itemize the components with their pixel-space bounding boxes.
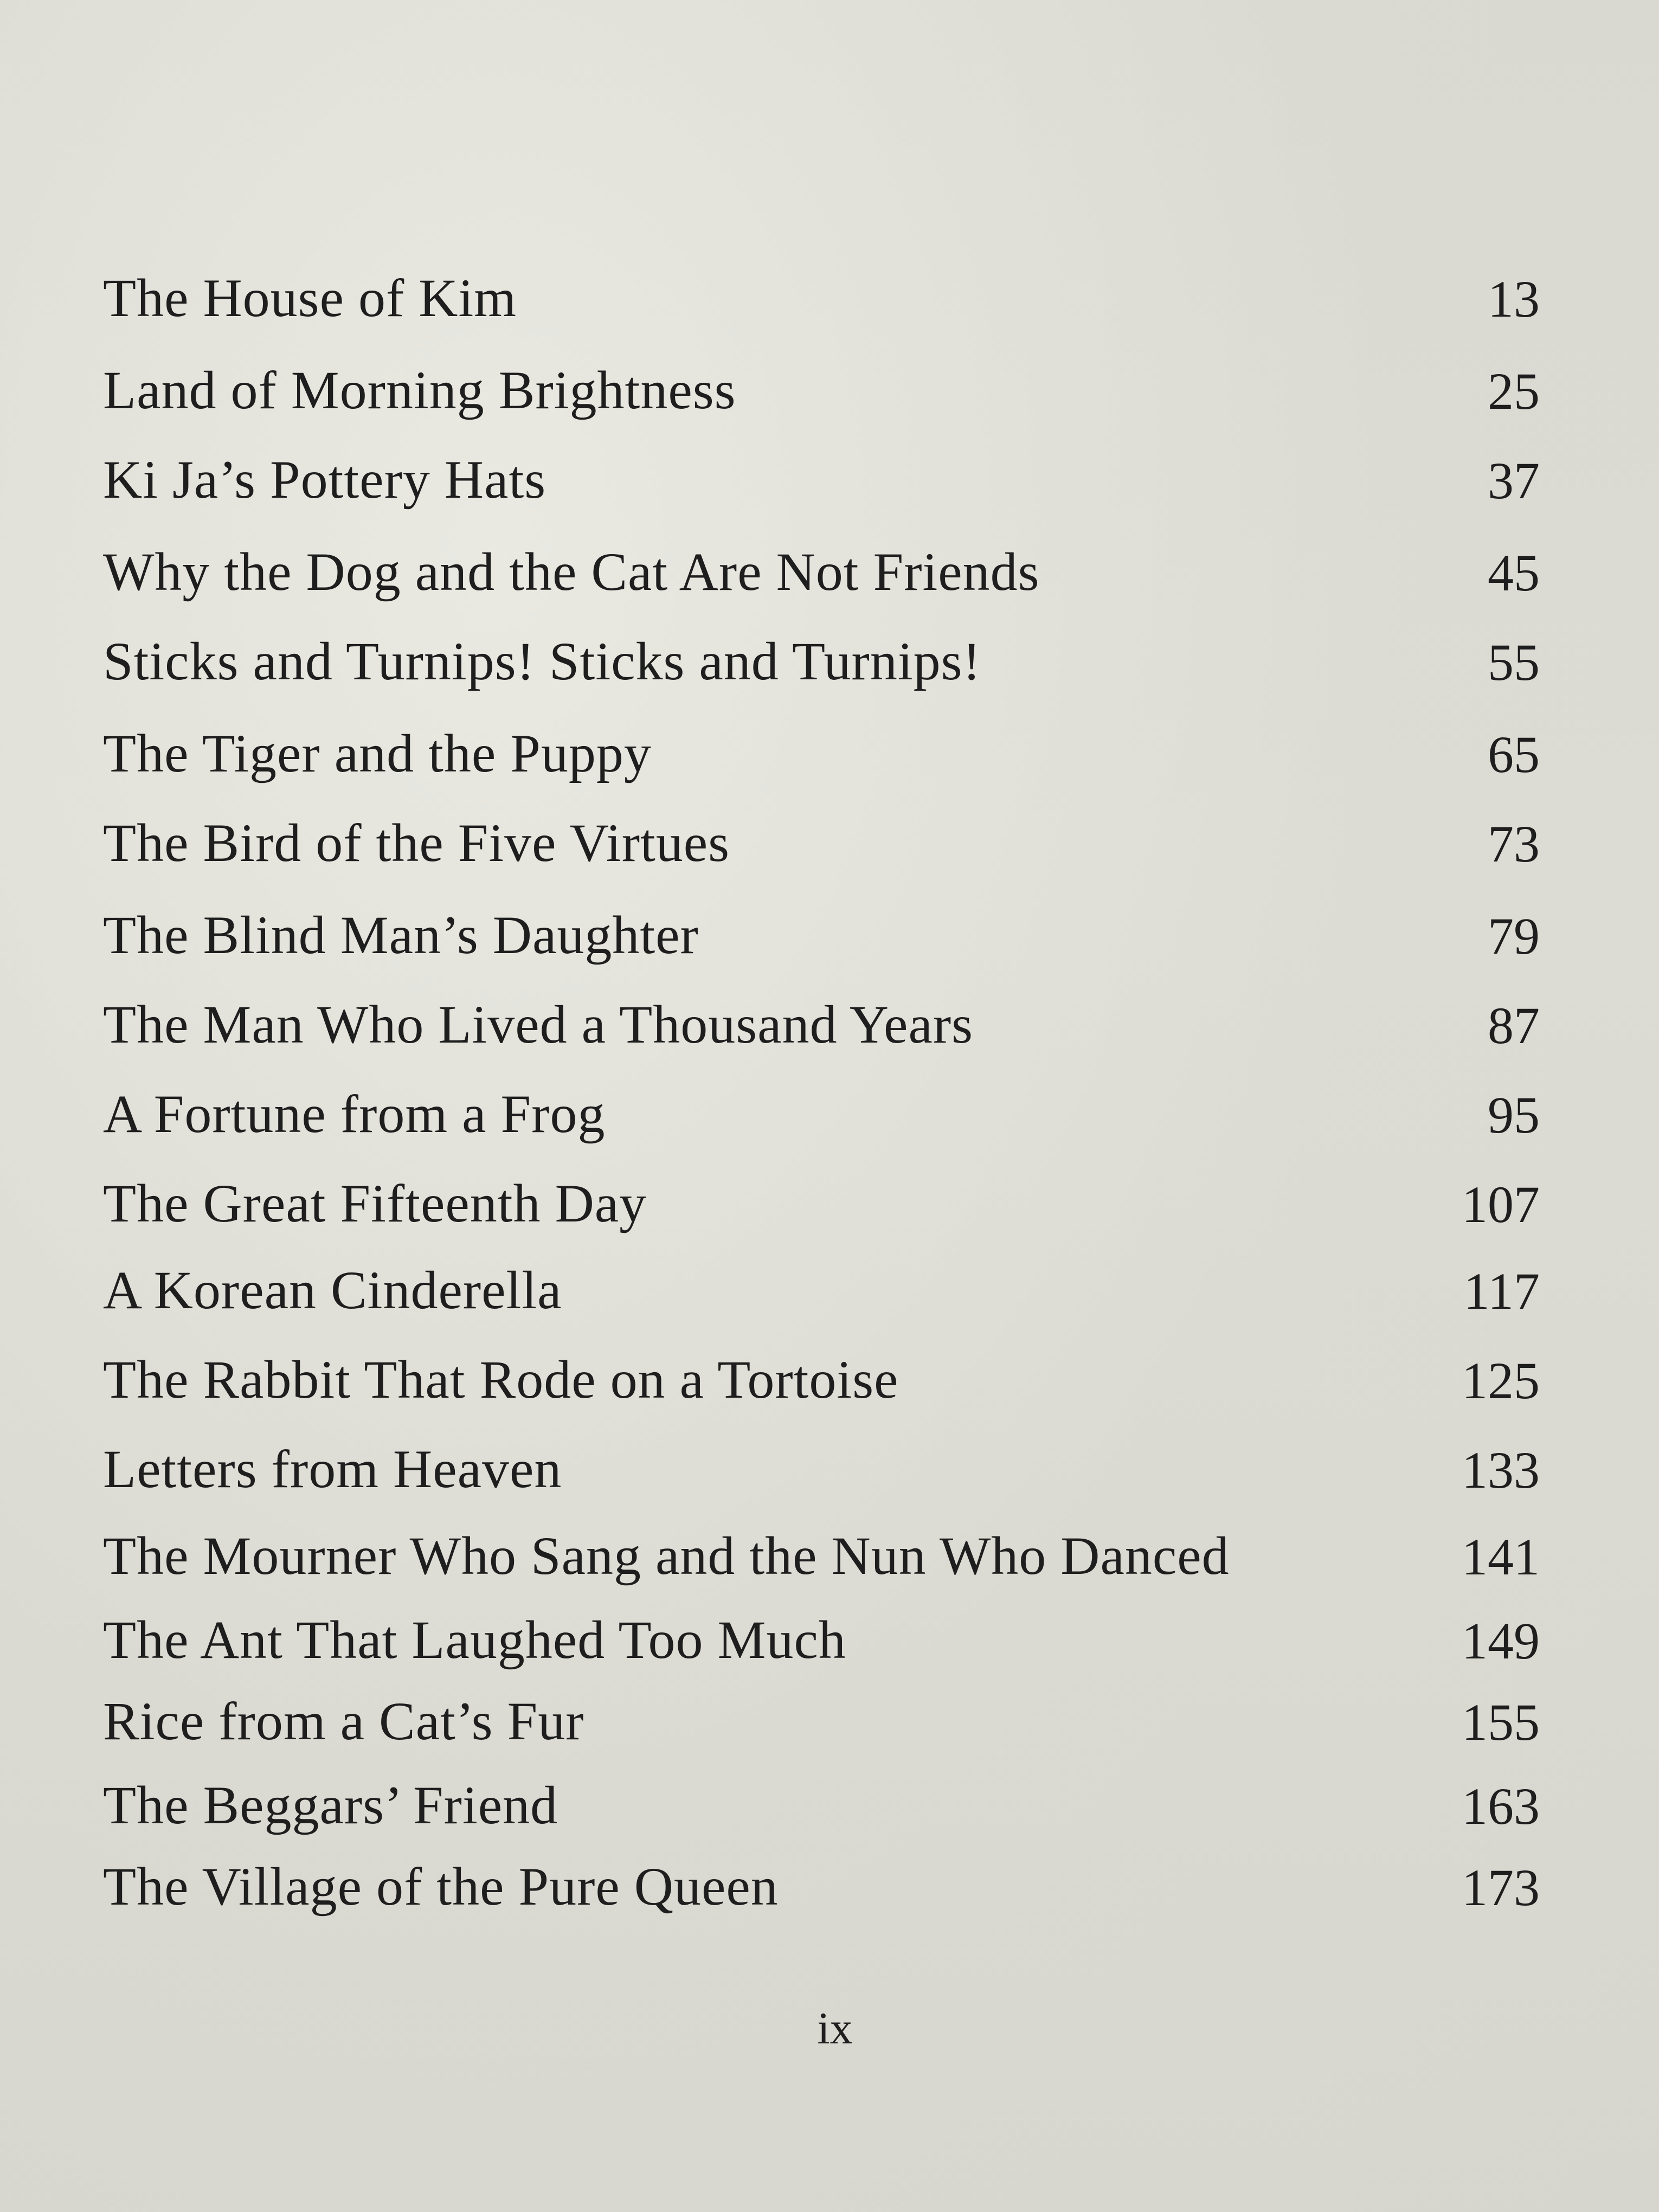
toc-entry <box>103 1426 1540 1499</box>
toc-entry-title: The Bird of the Five Virtues <box>103 813 730 873</box>
toc-entry-page-number: 133 <box>1462 1441 1540 1499</box>
toc-entry-title: Sticks and Turnips! Sticks and Turnips! <box>103 631 981 691</box>
toc-entry <box>103 1071 1540 1144</box>
page-folio-number: ix <box>817 2003 853 2054</box>
toc-entry-title: The Village of the Pure Queen <box>103 1856 779 1917</box>
toc-entry-page-number: 13 <box>1488 270 1540 328</box>
toc-entry <box>103 618 1540 689</box>
toc-entry <box>103 1762 1540 1835</box>
toc-entry-title: The Tiger and the Puppy <box>103 723 652 783</box>
toc-entry-title: The Rabbit That Rode on a Tortoise <box>103 1349 899 1410</box>
toc-entry-page-number: 107 <box>1462 1175 1540 1233</box>
toc-entry <box>103 1843 1540 1917</box>
toc-entry-page-number: 155 <box>1462 1693 1540 1751</box>
toc-entry-page-number: 37 <box>1488 452 1540 510</box>
toc-entry-page-number: 87 <box>1488 996 1540 1054</box>
toc-entry-page-number: 79 <box>1488 907 1540 965</box>
toc-entry <box>103 1247 1540 1320</box>
toc-entry <box>103 892 1540 965</box>
toc-entry-page-number: 117 <box>1463 1262 1540 1320</box>
toc-entry-title: Letters from Heaven <box>103 1439 562 1499</box>
toc-entry <box>103 255 1540 328</box>
toc-entry-page-number: 25 <box>1488 362 1540 420</box>
toc-entry-title: The Great Fifteenth Day <box>103 1173 647 1233</box>
toc-entry <box>103 529 1540 602</box>
toc-entry-title: Ki Ja’s Pottery Hats <box>103 449 546 510</box>
toc-entry <box>103 710 1540 781</box>
toc-entry-title: The Man Who Lived a Thousand Years <box>103 994 974 1054</box>
toc-entry <box>103 1336 1540 1410</box>
toc-entry <box>103 1513 1540 1586</box>
toc-entry-page-number: 95 <box>1488 1086 1540 1144</box>
toc-entry-title: A Fortune from a Frog <box>103 1084 606 1144</box>
toc-entry <box>103 1160 1540 1231</box>
toc-entry-title: Why the Dog and the Cat Are Not Friends <box>103 542 1040 602</box>
toc-entry <box>103 1597 1540 1670</box>
toc-entry <box>103 347 1540 420</box>
toc-entry-title: A Korean Cinderella <box>103 1260 562 1320</box>
toc-entry-title: Rice from a Cat’s Fur <box>103 1691 584 1751</box>
toc-entry-page-number: 173 <box>1462 1859 1540 1917</box>
toc-entry-title: The Beggars’ Friend <box>103 1775 558 1835</box>
toc-entry-title: The House of Kim <box>103 268 517 328</box>
toc-entry-page-number: 141 <box>1462 1528 1540 1586</box>
toc-entry <box>103 981 1540 1052</box>
toc-entry <box>103 1678 1540 1751</box>
toc-entry-page-number: 45 <box>1488 544 1540 602</box>
toc-entry-title: The Mourner Who Sang and the Nun Who Danced <box>103 1526 1230 1586</box>
toc-entry-page-number: 55 <box>1488 633 1540 691</box>
toc-entry-page-number: 73 <box>1488 815 1540 873</box>
toc-entry-page-number: 65 <box>1488 725 1540 783</box>
toc-entry-page-number: 149 <box>1462 1612 1540 1670</box>
toc-entry <box>103 436 1540 510</box>
toc-entry-page-number: 125 <box>1462 1352 1540 1410</box>
toc-entry-title: Land of Morning Brightness <box>103 360 736 420</box>
toc-entry-page-number: 163 <box>1462 1777 1540 1835</box>
toc-entry-title: The Ant That Laughed Too Much <box>103 1610 846 1670</box>
toc-entry-title: The Blind Man’s Daughter <box>103 905 699 965</box>
toc-entry <box>103 800 1540 873</box>
